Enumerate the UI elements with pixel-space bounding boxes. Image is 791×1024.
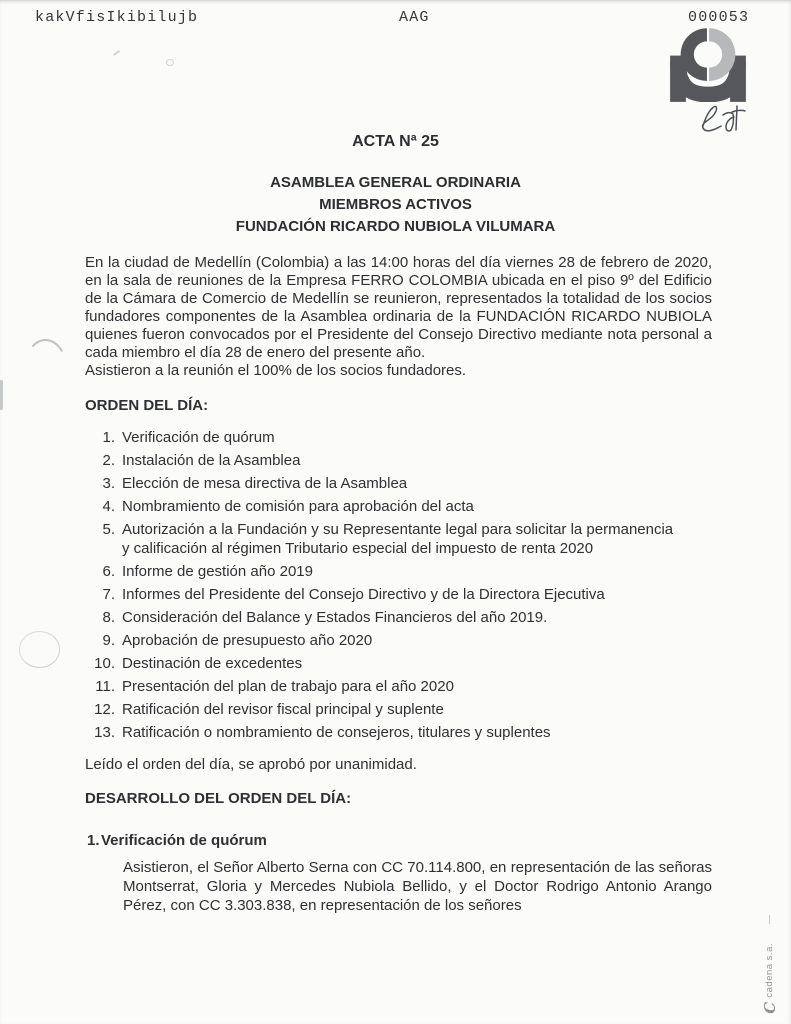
agenda-item-text: Presentación del plan de trabajo para el año 2020	[122, 678, 454, 695]
agenda-item	[85, 520, 712, 558]
agenda-item	[85, 428, 712, 447]
scan-edge-artifact	[0, 380, 3, 410]
agenda-item	[85, 474, 712, 493]
agenda-item-text: Verificación de quórum	[122, 429, 275, 446]
agenda-list	[85, 428, 712, 742]
subtitle-line-3: FUNDACIÓN RICARDO NUBIOLA VILUMARA	[235, 218, 556, 235]
agenda-item-number: 11.	[95, 678, 115, 695]
section-1-title-text: Verificación de quórum	[101, 832, 267, 849]
document-code: kakVfisIkibilujb	[35, 9, 199, 26]
agenda-item	[85, 700, 712, 719]
agenda-item-number: 7.	[102, 586, 115, 603]
agenda-item	[85, 654, 712, 673]
subtitle-line-1: ASAMBLEA GENERAL ORDINARIA	[270, 174, 521, 191]
pen-circle-mark	[19, 631, 60, 668]
agenda-item-number: 4.	[102, 498, 115, 515]
agenda-item-text: Elección de mesa directiva de la Asamblea	[122, 475, 408, 492]
agenda-item	[85, 562, 712, 581]
agenda-item	[85, 497, 712, 516]
agenda-item-number: 1.	[102, 429, 115, 446]
subtitle-line-2: MIEMBROS ACTIVOS	[319, 196, 472, 213]
agenda-item-text: Ratificación o nombramiento de consejeros, titulares y suplentes	[122, 724, 551, 741]
agenda-item-text: Instalación de la Asamblea	[122, 452, 301, 469]
document-body	[85, 254, 712, 915]
brand-text: cadena s.a.	[764, 943, 775, 1002]
section-1-number: 1.	[87, 832, 100, 849]
scan-speck	[166, 59, 174, 66]
agenda-item	[85, 677, 712, 696]
agenda-item	[85, 585, 712, 604]
agenda-item-number: 13.	[94, 724, 115, 741]
signature-mark	[688, 98, 746, 140]
section-1	[85, 831, 712, 915]
printer-brand-imprint	[761, 943, 779, 1014]
agenda-item	[85, 451, 712, 470]
tiny-imprint-mark	[769, 915, 771, 924]
agenda-item-text: Ratificación del revisor fiscal principal y suplente	[122, 701, 444, 718]
agenda-item-number: 2.	[102, 452, 115, 469]
agenda-item-number: 12.	[94, 701, 115, 718]
header-center-code: AAG	[399, 9, 430, 26]
attendance-line: Asistieron a la reunión el 100% de los socios fundadores.	[85, 362, 467, 379]
agenda-item-number: 8.	[102, 609, 115, 626]
agenda-item-number: 6.	[102, 563, 115, 580]
agenda-item-number: 9.	[102, 632, 115, 649]
intro-paragraph: En la ciudad de Medellín (Colombia) a las 14:00 horas del día viernes 28 de febrero de 2020, en la sala de reuniones de la Empresa FERRO COLOMBIA ubicada en el piso 9º del Edificio de la Cámara de Comercio de Medellín se reunieron, representados la totalidad de los socios fundadores componentes de la Asamblea ordinaria de la FUNDACIÓN RICARDO NUBIOLA quienes fueron convocados por el Presidente del Consejo Directivo mediante nota personal a cada miembro el día 28 de enero del presente año.	[85, 254, 712, 361]
agenda-item-text: Informes del Presidente del Consejo Directivo y de la Directora Ejecutiva	[122, 586, 605, 603]
agenda-item-text: Nombramiento de comisión para aprobación del acta	[122, 498, 474, 515]
agenda-item-number: 3.	[102, 475, 115, 492]
page-number-stamp: 000053	[688, 9, 750, 26]
pen-arc-mark	[25, 339, 66, 365]
section-1-text: Asistieron, el Señor Alberto Serna con CC 70.114.800, en representación de las señoras Montserrat, Gloria y Mercedes Nubiola Bellido, y el Doctor Rodrigo Antonio Arango Pérez, con CC 3.303.838, en representación de los señores	[123, 859, 712, 914]
agenda-item-text: Destinación de excedentes	[122, 655, 303, 672]
agenda-item	[85, 723, 712, 742]
approval-line: Leído el orden del día, se aprobó por unanimidad.	[85, 756, 417, 773]
brand-c-icon: C	[761, 1001, 779, 1014]
agenda-item-text: Autorización a la Fundación y su Representante legal para solicitar la permanencia y calificación al régimen Tributario especial del impuesto de renta 2020	[122, 521, 674, 557]
section-1-title	[87, 831, 712, 850]
agenda-item-text: Consideración del Balance y Estados Financieros del año 2019.	[122, 609, 548, 626]
development-heading: DESARROLLO DEL ORDEN DEL DÍA:	[85, 790, 352, 807]
agenda-item-number: 5.	[102, 521, 115, 538]
agenda-item-text: Informe de gestión año 2019	[122, 563, 313, 580]
agenda-item	[85, 608, 712, 627]
document-subtitle	[0, 172, 791, 238]
ring-m-monogram-icon	[668, 26, 748, 102]
document-title: ACTA Nª 25	[352, 133, 439, 150]
scan-speck	[113, 50, 120, 55]
agenda-item-number: 10.	[94, 655, 115, 672]
agenda-item-text: Aprobación de presupuesto año 2020	[122, 632, 373, 649]
agenda-item	[85, 631, 712, 650]
organization-logo	[668, 26, 748, 102]
agenda-heading: ORDEN DEL DÍA:	[85, 397, 209, 414]
